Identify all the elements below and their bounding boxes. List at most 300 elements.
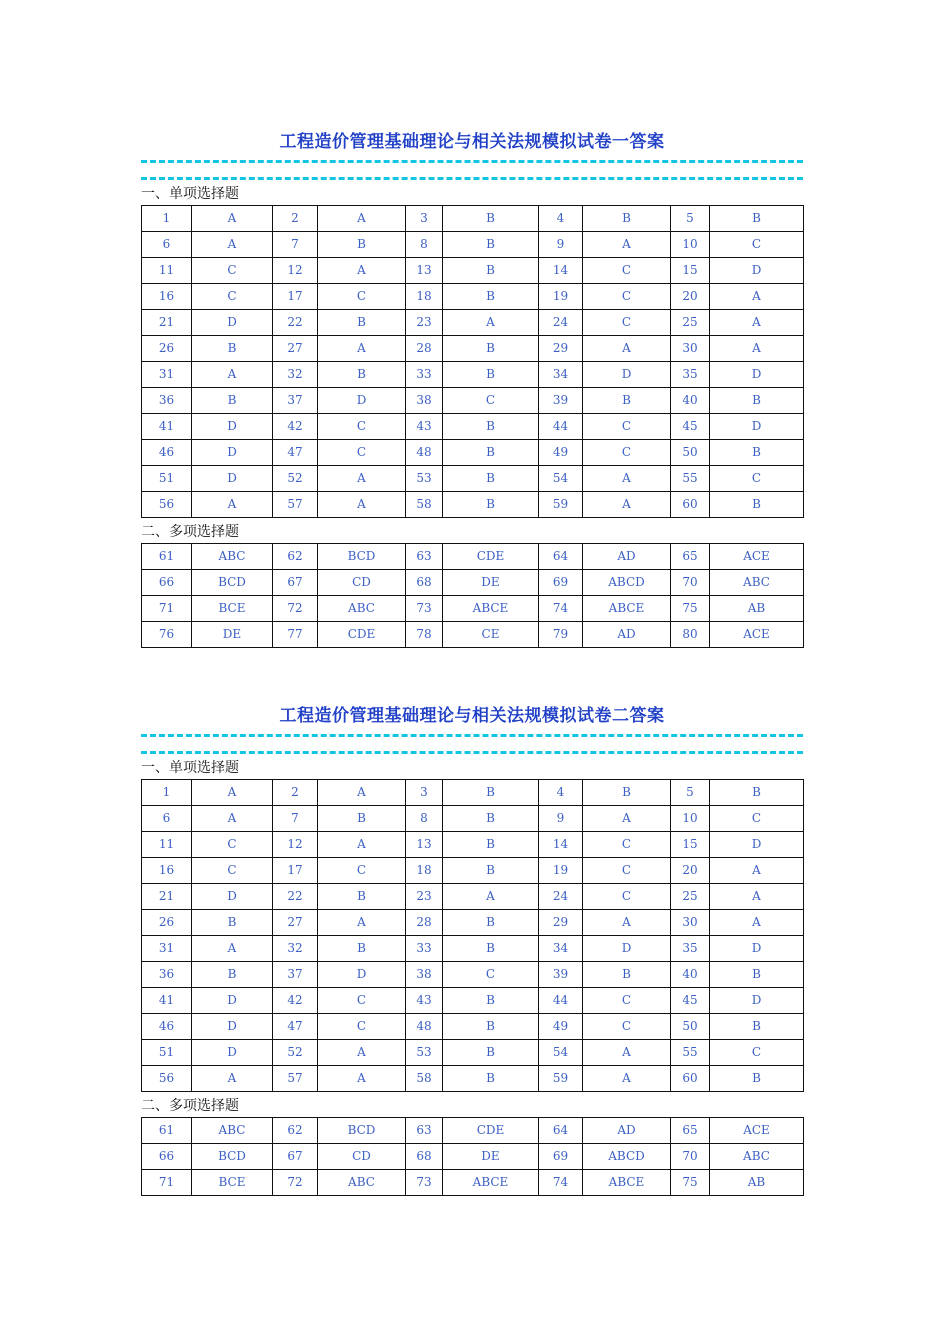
table-row <box>142 440 804 466</box>
question-number: 40 <box>671 388 710 414</box>
answer-cell: C <box>710 806 804 832</box>
answer-cell: B <box>443 858 539 884</box>
answer-cell: C <box>583 832 671 858</box>
answer-cell: B <box>443 1066 539 1092</box>
answer-cell: A <box>318 258 406 284</box>
question-number: 17 <box>273 284 318 310</box>
question-number: 3 <box>406 780 443 806</box>
answer-cell: B <box>443 780 539 806</box>
answer-cell: B <box>583 962 671 988</box>
question-number: 24 <box>539 310 583 336</box>
answer-cell: C <box>583 440 671 466</box>
question-number: 19 <box>539 284 583 310</box>
answer-cell: B <box>443 284 539 310</box>
question-number: 53 <box>406 1040 443 1066</box>
question-number: 70 <box>671 570 710 596</box>
paper-title: 工程造价管理基础理论与相关法规模拟试卷二答案 <box>279 706 665 726</box>
question-number: 28 <box>406 336 443 362</box>
table-row <box>142 570 804 596</box>
question-number: 52 <box>273 466 318 492</box>
answer-cell: ACE <box>710 622 804 648</box>
answer-cell: B <box>443 362 539 388</box>
question-number: 51 <box>142 1040 192 1066</box>
answer-cell: C <box>583 858 671 884</box>
question-number: 36 <box>142 388 192 414</box>
answer-cell: DE <box>443 1144 539 1170</box>
multi-choice-table <box>141 1117 804 1196</box>
answer-cell: B <box>443 988 539 1014</box>
answer-cell: A <box>192 780 273 806</box>
answer-cell: D <box>583 936 671 962</box>
answer-cell: B <box>443 206 539 232</box>
question-number: 32 <box>273 936 318 962</box>
question-number: 41 <box>142 414 192 440</box>
answer-cell: A <box>710 336 804 362</box>
answer-cell: C <box>443 388 539 414</box>
answer-cell: A <box>583 492 671 518</box>
table-row <box>142 1170 804 1196</box>
question-number: 19 <box>539 858 583 884</box>
question-number: 24 <box>539 884 583 910</box>
question-number: 5 <box>671 206 710 232</box>
answer-cell: B <box>318 310 406 336</box>
table-row <box>142 936 804 962</box>
question-number: 54 <box>539 1040 583 1066</box>
question-number: 38 <box>406 962 443 988</box>
question-number: 12 <box>273 832 318 858</box>
table-row <box>142 858 804 884</box>
answer-cell: A <box>192 1066 273 1092</box>
answer-cell: BCD <box>192 570 273 596</box>
answer-cell: C <box>318 858 406 884</box>
question-number: 36 <box>142 962 192 988</box>
question-number: 32 <box>273 362 318 388</box>
question-number: 39 <box>539 962 583 988</box>
question-number: 7 <box>273 232 318 258</box>
question-number: 47 <box>273 1014 318 1040</box>
question-number: 45 <box>671 988 710 1014</box>
answer-cell: D <box>710 988 804 1014</box>
answer-cell: B <box>443 1040 539 1066</box>
answer-cell: A <box>318 1040 406 1066</box>
question-number: 63 <box>406 1118 443 1144</box>
question-number: 51 <box>142 466 192 492</box>
question-number: 56 <box>142 492 192 518</box>
question-number: 10 <box>671 806 710 832</box>
answer-cell: D <box>192 884 273 910</box>
answer-cell: A <box>318 206 406 232</box>
question-number: 66 <box>142 1144 192 1170</box>
answer-cell: A <box>583 910 671 936</box>
answer-cell: A <box>710 858 804 884</box>
answer-cell: A <box>318 466 406 492</box>
question-number: 65 <box>671 544 710 570</box>
question-number: 41 <box>142 988 192 1014</box>
answer-cell: A <box>710 284 804 310</box>
table-row <box>142 1066 804 1092</box>
answer-cell: A <box>318 492 406 518</box>
answer-cell: B <box>443 832 539 858</box>
answer-cell: AD <box>583 622 671 648</box>
table-row <box>142 962 804 988</box>
table-row <box>142 258 804 284</box>
answer-cell: B <box>318 806 406 832</box>
answer-cell: B <box>443 806 539 832</box>
answer-cell: A <box>583 1066 671 1092</box>
answer-cell: A <box>583 806 671 832</box>
question-number: 14 <box>539 258 583 284</box>
question-number: 13 <box>406 258 443 284</box>
answer-cell: C <box>192 258 273 284</box>
question-number: 76 <box>142 622 192 648</box>
question-number: 28 <box>406 910 443 936</box>
answer-cell: B <box>192 962 273 988</box>
answer-cell: D <box>192 988 273 1014</box>
answer-cell: B <box>443 936 539 962</box>
table-row <box>142 206 804 232</box>
question-number: 50 <box>671 1014 710 1040</box>
question-number: 54 <box>539 466 583 492</box>
answer-cell: A <box>192 936 273 962</box>
question-number: 48 <box>406 1014 443 1040</box>
answer-cell: B <box>710 440 804 466</box>
answer-cell: ABCD <box>583 1144 671 1170</box>
question-number: 73 <box>406 596 443 622</box>
answer-cell: BCD <box>318 544 406 570</box>
question-number: 17 <box>273 858 318 884</box>
question-number: 71 <box>142 1170 192 1196</box>
answer-cell: CD <box>318 570 406 596</box>
answer-cell: A <box>318 832 406 858</box>
answer-cell: A <box>443 884 539 910</box>
answer-cell: A <box>710 310 804 336</box>
answer-cell: B <box>710 1014 804 1040</box>
answer-cell: C <box>318 414 406 440</box>
question-number: 22 <box>273 310 318 336</box>
answer-cell: A <box>318 910 406 936</box>
question-number: 14 <box>539 832 583 858</box>
question-number: 15 <box>671 258 710 284</box>
question-number: 67 <box>273 1144 318 1170</box>
table-row <box>142 414 804 440</box>
table-row <box>142 1144 804 1170</box>
answer-cell: D <box>192 440 273 466</box>
table-row <box>142 1118 804 1144</box>
question-number: 75 <box>671 1170 710 1196</box>
question-number: 75 <box>671 596 710 622</box>
question-number: 77 <box>273 622 318 648</box>
question-number: 65 <box>671 1118 710 1144</box>
table-row <box>142 492 804 518</box>
question-number: 5 <box>671 780 710 806</box>
answer-cell: ABCE <box>583 1170 671 1196</box>
question-number: 34 <box>539 936 583 962</box>
answer-cell: B <box>710 492 804 518</box>
answer-cell: C <box>583 1014 671 1040</box>
question-number: 72 <box>273 596 318 622</box>
question-number: 50 <box>671 440 710 466</box>
answer-cell: B <box>443 1014 539 1040</box>
answer-cell: D <box>192 1040 273 1066</box>
answer-cell: D <box>318 962 406 988</box>
answer-cell: A <box>192 206 273 232</box>
question-number: 26 <box>142 910 192 936</box>
answer-cell: ABC <box>192 544 273 570</box>
question-number: 44 <box>539 988 583 1014</box>
question-number: 27 <box>273 910 318 936</box>
question-number: 43 <box>406 414 443 440</box>
answer-cell: ABCD <box>583 570 671 596</box>
dashed-divider <box>141 734 803 737</box>
question-number: 37 <box>273 962 318 988</box>
question-number: 39 <box>539 388 583 414</box>
answer-cell: B <box>710 962 804 988</box>
question-number: 10 <box>671 232 710 258</box>
question-number: 80 <box>671 622 710 648</box>
question-number: 11 <box>142 258 192 284</box>
table-row <box>142 884 804 910</box>
answer-cell: ABC <box>710 1144 804 1170</box>
answer-cell: CDE <box>443 1118 539 1144</box>
table-row <box>142 466 804 492</box>
answer-cell: A <box>583 1040 671 1066</box>
question-number: 11 <box>142 832 192 858</box>
question-number: 64 <box>539 544 583 570</box>
answer-cell: B <box>583 388 671 414</box>
dashed-divider <box>141 751 803 754</box>
question-number: 31 <box>142 362 192 388</box>
answer-cell: A <box>318 336 406 362</box>
answer-cell: D <box>710 832 804 858</box>
question-number: 8 <box>406 232 443 258</box>
question-number: 29 <box>539 910 583 936</box>
question-number: 42 <box>273 988 318 1014</box>
question-number: 23 <box>406 310 443 336</box>
answer-cell: A <box>583 336 671 362</box>
question-number: 29 <box>539 336 583 362</box>
question-number: 69 <box>539 1144 583 1170</box>
multi-choice-table <box>141 543 804 648</box>
question-number: 12 <box>273 258 318 284</box>
answer-cell: C <box>583 414 671 440</box>
answer-cell: C <box>710 1040 804 1066</box>
question-number: 35 <box>671 362 710 388</box>
question-number: 61 <box>142 544 192 570</box>
question-number: 57 <box>273 1066 318 1092</box>
dashed-divider <box>141 160 803 163</box>
answer-cell: D <box>710 258 804 284</box>
question-number: 9 <box>539 806 583 832</box>
table-row <box>142 910 804 936</box>
question-number: 2 <box>273 780 318 806</box>
answer-cell: ABC <box>318 1170 406 1196</box>
answer-cell: A <box>192 362 273 388</box>
answer-cell: C <box>583 258 671 284</box>
question-number: 49 <box>539 1014 583 1040</box>
answer-cell: CE <box>443 622 539 648</box>
answer-cell: B <box>583 206 671 232</box>
question-number: 35 <box>671 936 710 962</box>
question-number: 46 <box>142 1014 192 1040</box>
question-number: 6 <box>142 806 192 832</box>
question-number: 21 <box>142 310 192 336</box>
question-number: 16 <box>142 284 192 310</box>
answer-cell: B <box>710 206 804 232</box>
answer-cell: B <box>318 936 406 962</box>
answer-cell: B <box>443 440 539 466</box>
answer-cell: C <box>583 310 671 336</box>
answer-cell: BCD <box>192 1144 273 1170</box>
answer-cell: DE <box>192 622 273 648</box>
question-number: 2 <box>273 206 318 232</box>
question-number: 71 <box>142 596 192 622</box>
answer-cell: A <box>192 232 273 258</box>
question-number: 27 <box>273 336 318 362</box>
question-number: 15 <box>671 832 710 858</box>
question-number: 13 <box>406 832 443 858</box>
answer-cell: C <box>192 284 273 310</box>
answer-cell: C <box>583 284 671 310</box>
answer-cell: B <box>583 780 671 806</box>
question-number: 73 <box>406 1170 443 1196</box>
answer-cell: C <box>192 858 273 884</box>
answer-cell: B <box>192 388 273 414</box>
table-row <box>142 596 804 622</box>
answer-cell: C <box>710 466 804 492</box>
answer-cell: D <box>710 362 804 388</box>
question-number: 3 <box>406 206 443 232</box>
question-number: 67 <box>273 570 318 596</box>
answer-cell: D <box>710 936 804 962</box>
answer-cell: B <box>192 336 273 362</box>
question-number: 8 <box>406 806 443 832</box>
question-number: 6 <box>142 232 192 258</box>
answer-cell: AB <box>710 596 804 622</box>
single-choice-heading: 一、单项选择题 <box>141 186 239 202</box>
table-row <box>142 622 804 648</box>
answer-cell: D <box>192 414 273 440</box>
question-number: 26 <box>142 336 192 362</box>
question-number: 53 <box>406 466 443 492</box>
question-number: 62 <box>273 1118 318 1144</box>
answer-cell: D <box>192 1014 273 1040</box>
table-row <box>142 806 804 832</box>
answer-cell: B <box>443 466 539 492</box>
answer-cell: BCE <box>192 1170 273 1196</box>
question-number: 34 <box>539 362 583 388</box>
question-number: 60 <box>671 492 710 518</box>
answer-cell: B <box>710 780 804 806</box>
single-choice-table <box>141 779 804 1092</box>
multi-choice-heading: 二、多项选择题 <box>141 524 239 540</box>
answer-cell: ACE <box>710 1118 804 1144</box>
question-number: 4 <box>539 780 583 806</box>
question-number: 69 <box>539 570 583 596</box>
answer-cell: C <box>192 832 273 858</box>
question-number: 58 <box>406 492 443 518</box>
table-row <box>142 544 804 570</box>
answer-cell: BCD <box>318 1118 406 1144</box>
answer-cell: B <box>443 336 539 362</box>
question-number: 33 <box>406 936 443 962</box>
answer-cell: D <box>192 310 273 336</box>
answer-cell: B <box>443 492 539 518</box>
question-number: 7 <box>273 806 318 832</box>
question-number: 74 <box>539 1170 583 1196</box>
answer-cell: C <box>443 962 539 988</box>
answer-cell: ABCE <box>443 1170 539 1196</box>
answer-cell: A <box>318 1066 406 1092</box>
question-number: 25 <box>671 310 710 336</box>
question-number: 59 <box>539 492 583 518</box>
answer-cell: B <box>710 1066 804 1092</box>
table-row <box>142 310 804 336</box>
question-number: 56 <box>142 1066 192 1092</box>
question-number: 47 <box>273 440 318 466</box>
answer-cell: D <box>192 466 273 492</box>
question-number: 21 <box>142 884 192 910</box>
answer-cell: B <box>443 910 539 936</box>
table-row <box>142 1014 804 1040</box>
question-number: 40 <box>671 962 710 988</box>
question-number: 52 <box>273 1040 318 1066</box>
question-number: 70 <box>671 1144 710 1170</box>
table-row <box>142 232 804 258</box>
question-number: 18 <box>406 858 443 884</box>
answer-cell: C <box>318 1014 406 1040</box>
question-number: 1 <box>142 206 192 232</box>
question-number: 74 <box>539 596 583 622</box>
answer-cell: A <box>710 910 804 936</box>
multi-choice-heading: 二、多项选择题 <box>141 1098 239 1114</box>
question-number: 43 <box>406 988 443 1014</box>
question-number: 59 <box>539 1066 583 1092</box>
answer-cell: D <box>318 388 406 414</box>
answer-cell: D <box>710 414 804 440</box>
answer-cell: B <box>443 232 539 258</box>
table-row <box>142 780 804 806</box>
answer-cell: C <box>318 988 406 1014</box>
single-choice-heading: 一、单项选择题 <box>141 760 239 776</box>
answer-cell: B <box>192 910 273 936</box>
answer-cell: CDE <box>318 622 406 648</box>
question-number: 20 <box>671 858 710 884</box>
question-number: 20 <box>671 284 710 310</box>
answer-cell: C <box>583 988 671 1014</box>
answer-cell: A <box>318 780 406 806</box>
question-number: 78 <box>406 622 443 648</box>
table-row <box>142 832 804 858</box>
question-number: 68 <box>406 1144 443 1170</box>
answer-cell: ACE <box>710 544 804 570</box>
answer-cell: C <box>318 440 406 466</box>
question-number: 30 <box>671 336 710 362</box>
question-number: 33 <box>406 362 443 388</box>
answer-cell: ABC <box>710 570 804 596</box>
question-number: 66 <box>142 570 192 596</box>
answer-paper-2 <box>141 705 803 1196</box>
paper-title: 工程造价管理基础理论与相关法规模拟试卷一答案 <box>279 132 665 152</box>
answer-cell: B <box>443 258 539 284</box>
question-number: 9 <box>539 232 583 258</box>
question-number: 61 <box>142 1118 192 1144</box>
answer-cell: A <box>192 806 273 832</box>
question-number: 62 <box>273 544 318 570</box>
answer-cell: A <box>583 466 671 492</box>
question-number: 79 <box>539 622 583 648</box>
question-number: 55 <box>671 1040 710 1066</box>
answer-cell: A <box>443 310 539 336</box>
